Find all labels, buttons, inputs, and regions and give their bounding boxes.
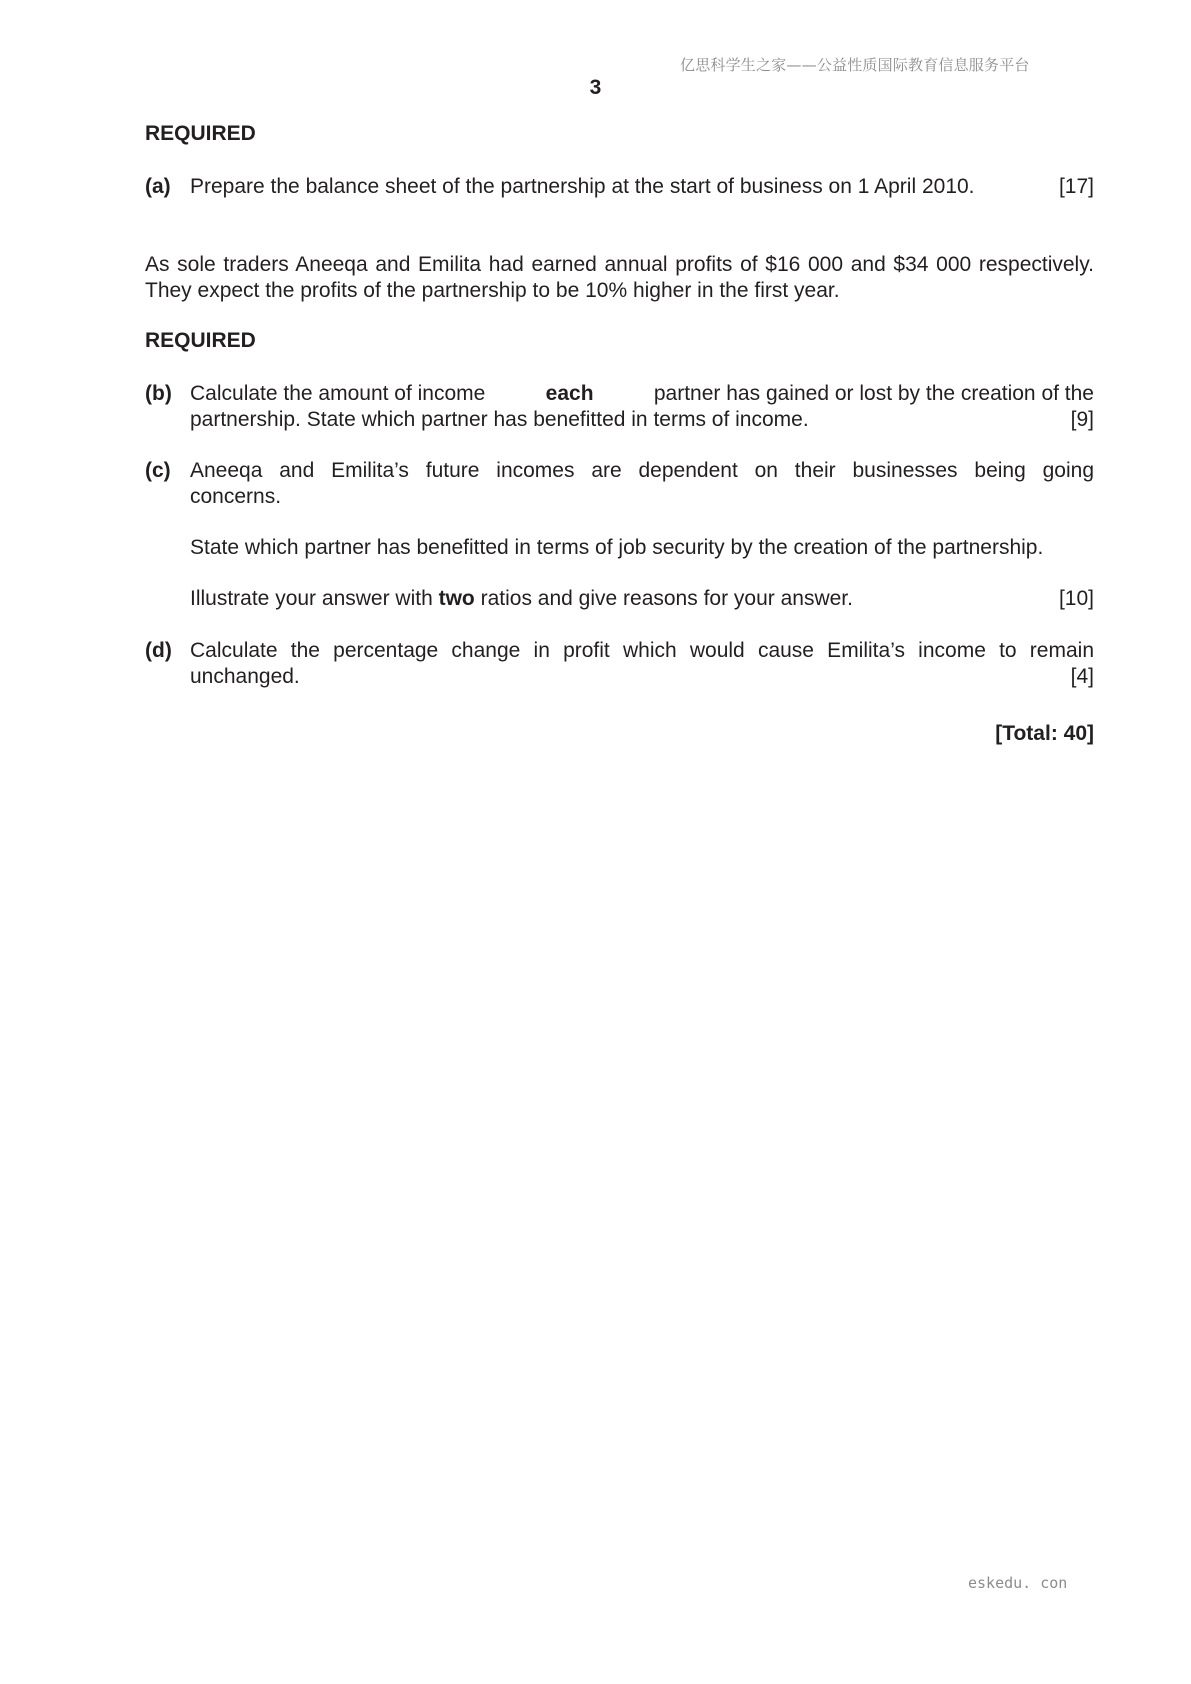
question-b-line-1 — [190, 381, 1094, 407]
question-d-line-2 — [190, 664, 1094, 690]
question-c-body — [190, 458, 1094, 510]
question-d-text-2: unchanged. — [190, 665, 300, 688]
question-d-marks: [4] — [1070, 665, 1094, 688]
intro-line-2: They expect the profits of the partnership to be 10% higher in the first year. — [145, 279, 840, 302]
question-b-marks: [9] — [1070, 408, 1094, 431]
question-a-label: (a) — [145, 175, 171, 198]
required-heading-2: REQUIRED — [145, 329, 256, 352]
question-a-text: Prepare the balance sheet of the partnership at the start of business on 1 April 2010. — [190, 175, 975, 198]
page-number: 3 — [589, 76, 602, 99]
question-b-line-2 — [190, 407, 1094, 433]
question-a — [145, 174, 1094, 200]
question-c-marks: [10] — [1058, 587, 1094, 610]
required-heading-1: REQUIRED — [145, 122, 256, 145]
question-b-emphasis: each — [545, 382, 594, 405]
question-c-text-3b: ratios and give reasons for your answer. — [480, 587, 853, 610]
question-b-text-1a: Calculate the amount of income — [190, 382, 486, 405]
question-b-body — [190, 381, 1094, 433]
question-d-label: (d) — [145, 639, 172, 662]
intro-paragraph — [145, 252, 1094, 304]
question-c-text-3a: Illustrate your answer with — [190, 587, 433, 610]
question-a-body — [190, 174, 1094, 200]
question-d-line-1: Calculate the percentage change in profit which would cause Emilita’s income to remain — [190, 639, 1094, 662]
question-b-text-2: partnership. State which partner has benefitted in terms of income. — [190, 408, 809, 431]
question-b-text-1b: partner has gained or lost by the creation of the — [653, 382, 1094, 405]
question-c-para-3-text — [190, 586, 853, 612]
question-c-para-3 — [190, 586, 1094, 612]
question-c-emphasis: two — [438, 587, 475, 610]
question-d-body — [190, 638, 1094, 690]
question-c — [145, 458, 1094, 510]
question-c-label: (c) — [145, 459, 171, 482]
question-d — [145, 638, 1094, 690]
question-b-label: (b) — [145, 382, 172, 405]
question-c-line-1: Aneeqa and Emilita’s future incomes are dependent on their businesses being going — [190, 459, 1094, 482]
question-c-para-2: State which partner has benefitted in terms of job security by the creation of the partnership. — [190, 536, 1044, 559]
intro-line-1: As sole traders Aneeqa and Emilita had earned annual profits of $16 000 and $34 000 respectively. — [145, 253, 1094, 276]
watermark-footer-text: eskedu. con — [968, 1574, 1068, 1592]
total-marks: [Total: 40] — [995, 722, 1094, 745]
watermark-header-text: 亿思科学生之家——公益性质国际教育信息服务平台 — [680, 56, 1030, 74]
question-c-line-2: concerns. — [190, 485, 282, 508]
question-a-marks: [17] — [1058, 175, 1094, 198]
question-b — [145, 381, 1094, 433]
